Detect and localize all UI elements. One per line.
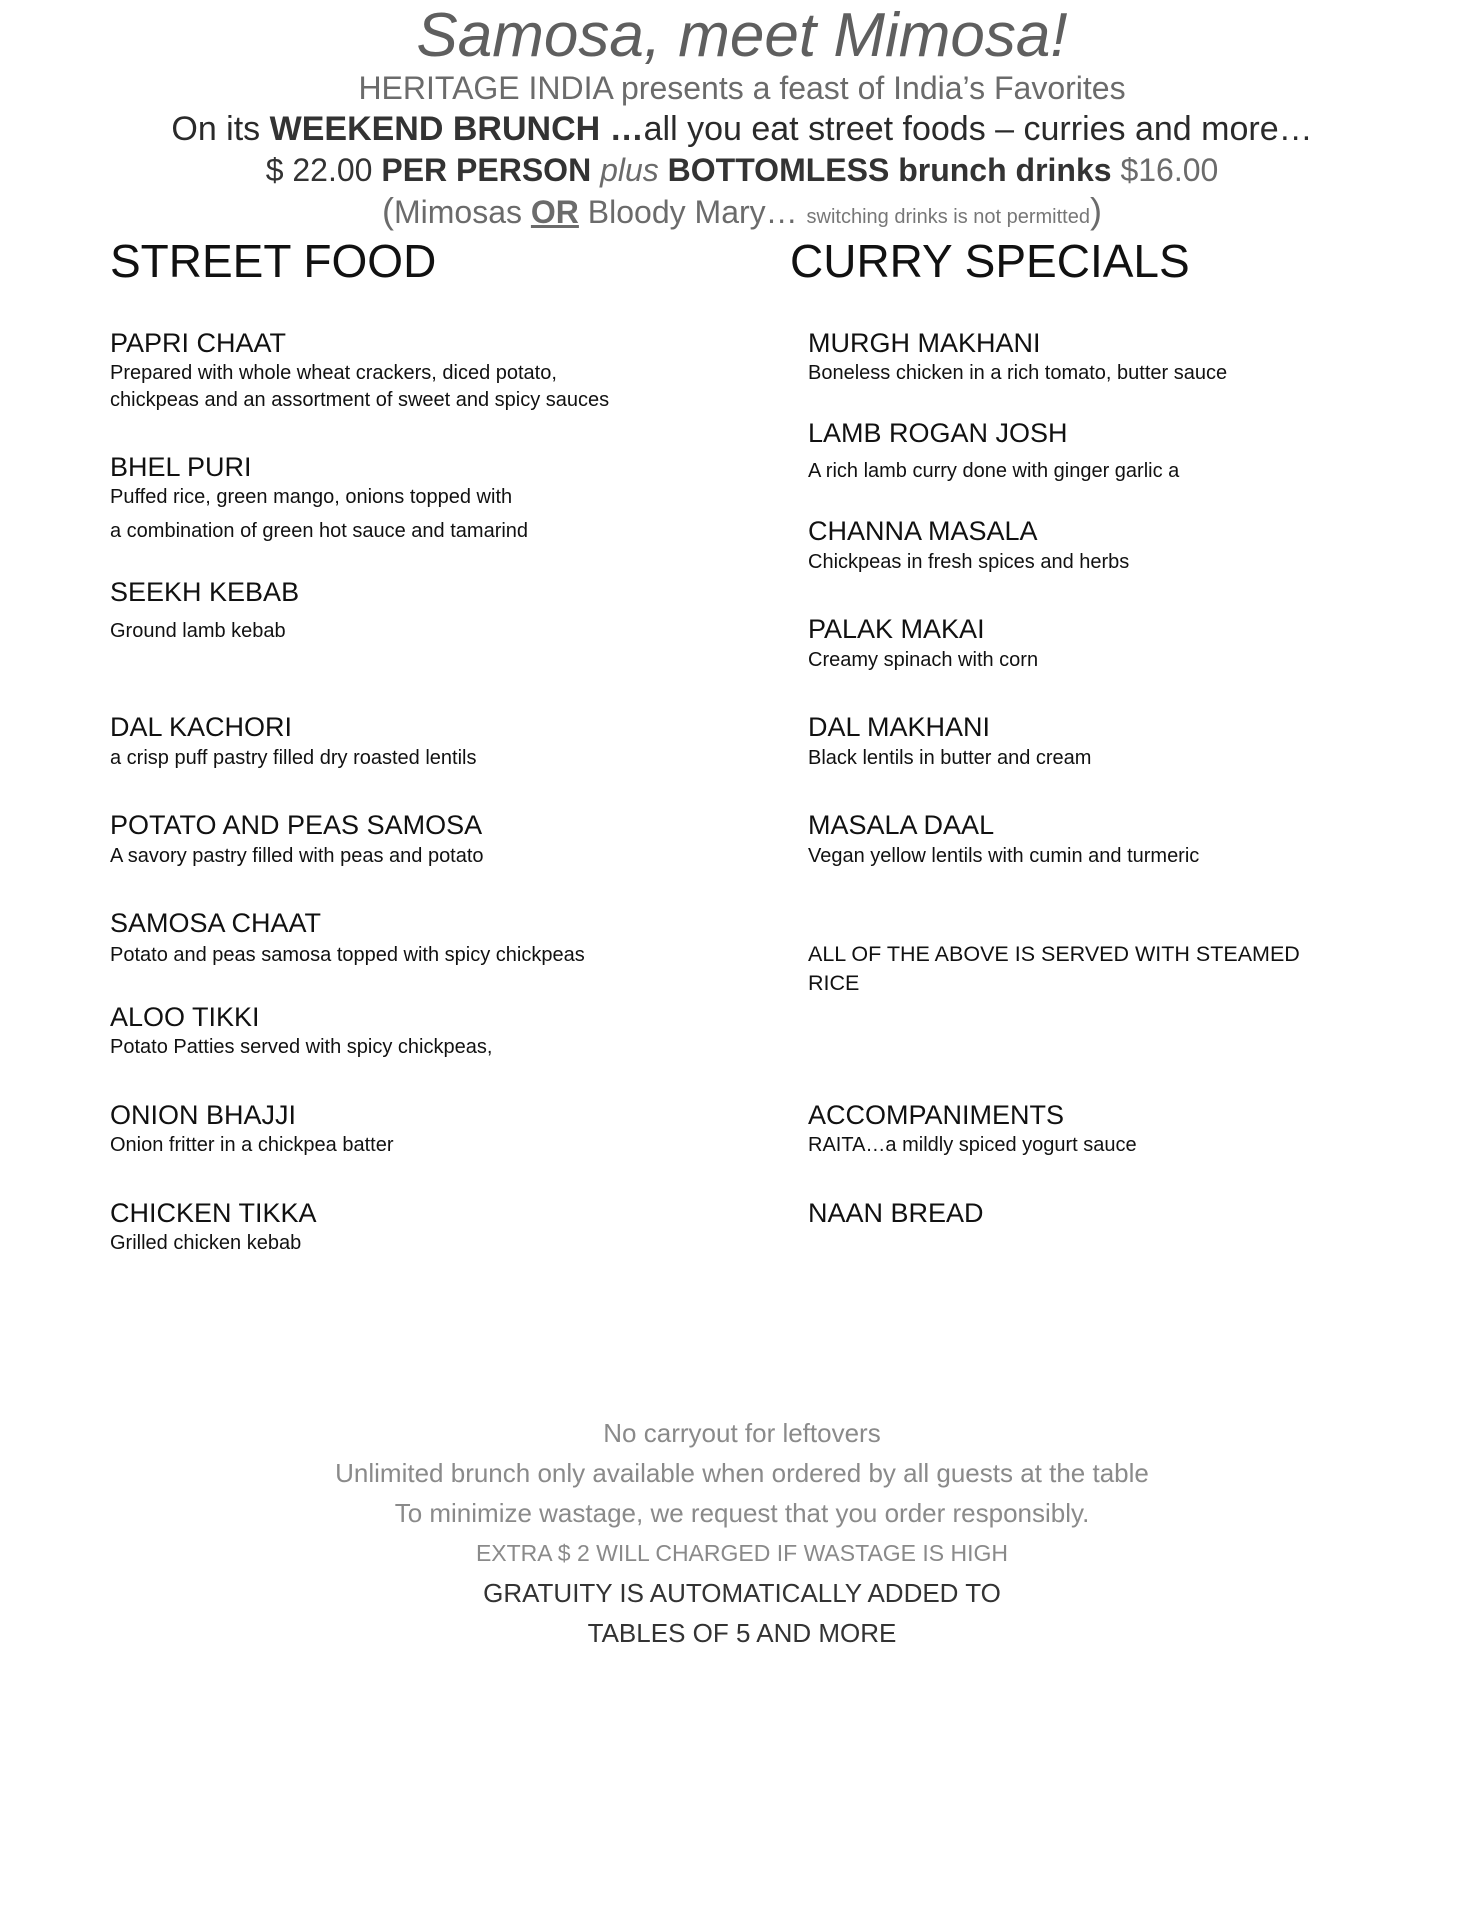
item-name: POTATO AND PEAS SAMOSA: [110, 810, 483, 840]
footer-line: EXTRA $ 2 WILL CHARGED IF WASTAGE IS HIGH: [475, 1540, 1009, 1566]
item-desc: Potato Patties served with spicy chickpeas,: [110, 1036, 493, 1058]
item-name: BHEL PURI: [110, 452, 252, 482]
item-name: PAPRI CHAAT: [110, 328, 287, 358]
item-desc: Vegan yellow lentils with cumin and turmeric: [808, 845, 1200, 867]
line3-part-a: On its: [171, 110, 270, 148]
footer-line: TABLES OF 5 AND MORE: [587, 1618, 897, 1648]
accompaniments-heading: ACCOMPANIMENTS: [808, 1100, 1065, 1130]
item-name: DAL MAKHANI: [808, 712, 991, 742]
drinks-mimosas: Mimosas: [394, 194, 531, 230]
item-name: CHANNA MASALA: [808, 516, 1038, 546]
item-name: SAMOSA CHAAT: [110, 908, 322, 938]
footer-line: Unlimited brunch only available when ordered by all guests at the table: [335, 1458, 1149, 1488]
item-name: PALAK MAKAI: [808, 614, 985, 644]
accompaniments-desc: RAITA…a mildly spiced yogurt sauce: [808, 1134, 1137, 1156]
menu-title: Samosa, meet Mimosa!: [416, 1, 1068, 70]
item-desc: Chickpeas in fresh spices and herbs: [808, 551, 1130, 573]
item-desc: chickpeas and an assortment of sweet and spicy sauces: [110, 389, 610, 411]
served-note: ALL OF THE ABOVE IS SERVED WITH STEAMED: [808, 942, 1300, 966]
item-desc: Onion fritter in a chickpea batter: [110, 1134, 394, 1156]
drinks-paren-close: ): [1089, 190, 1102, 231]
item-desc: a crisp puff pastry filled dry roasted lentils: [110, 747, 477, 769]
drinks-paren-open: (: [382, 190, 394, 231]
item-name: LAMB ROGAN JOSH: [808, 418, 1068, 448]
price-line: [0, 150, 1484, 190]
item-desc: Potato and peas samosa topped with spicy chickpeas: [110, 944, 585, 966]
item-desc: Grilled chicken kebab: [110, 1232, 302, 1254]
drinks-note: switching drinks is not permitted: [806, 206, 1090, 228]
plus-label: plus: [600, 152, 659, 188]
line3-part-c: all you eat street foods – curries and more…: [643, 110, 1313, 148]
item-desc: A rich lamb curry done with ginger garlic a: [808, 460, 1180, 482]
weekend-brunch-line: [0, 108, 1484, 150]
item-name: ALOO TIKKI: [110, 1002, 260, 1032]
drinks-or: OR: [530, 194, 579, 230]
item-desc: a combination of green hot sauce and tamarind: [110, 520, 529, 542]
item-desc: A savory pastry filled with peas and potato: [110, 845, 484, 867]
item-desc: Prepared with whole wheat crackers, diced potato,: [110, 362, 557, 384]
footer-line: No carryout for leftovers: [603, 1418, 881, 1448]
item-desc: Black lentils in butter and cream: [808, 747, 1092, 769]
item-desc: Creamy spinach with corn: [808, 649, 1039, 671]
item-name: MURGH MAKHANI: [808, 328, 1041, 358]
line3-part-b: WEEKEND BRUNCH …: [269, 110, 644, 148]
drinks-bloody-mary: Bloody Mary…: [578, 194, 807, 230]
per-person-label: PER PERSON: [381, 152, 592, 188]
footer-line: To minimize wastage, we request that you order responsibly.: [394, 1498, 1090, 1528]
item-name: CHICKEN TIKKA: [110, 1198, 317, 1228]
item-desc: Ground lamb kebab: [110, 620, 286, 642]
item-desc: Puffed rice, green mango, onions topped with: [110, 486, 513, 508]
item-desc: Boneless chicken in a rich tomato, butter sauce: [808, 362, 1228, 384]
item-name: MASALA DAAL: [808, 810, 995, 840]
presents-line: HERITAGE INDIA presents a feast of India’s Favorites: [358, 70, 1126, 106]
curry-specials-heading: CURRY SPECIALS: [790, 235, 1190, 287]
item-name: DAL KACHORI: [110, 712, 293, 742]
item-name: SEEKH KEBAB: [110, 577, 300, 607]
drinks-line: [0, 190, 1484, 238]
item-name: ONION BHAJJI: [110, 1100, 297, 1130]
footer-line: GRATUITY IS AUTOMATICALLY ADDED TO: [483, 1578, 1001, 1608]
naan-bread: NAAN BREAD: [808, 1198, 984, 1228]
drinks-price: $16.00: [1120, 152, 1219, 188]
bottomless-label: BOTTOMLESS brunch drinks: [667, 152, 1112, 188]
street-food-heading: STREET FOOD: [110, 235, 437, 287]
served-note: RICE: [808, 971, 860, 995]
price-amount: $ 22.00: [265, 152, 382, 188]
